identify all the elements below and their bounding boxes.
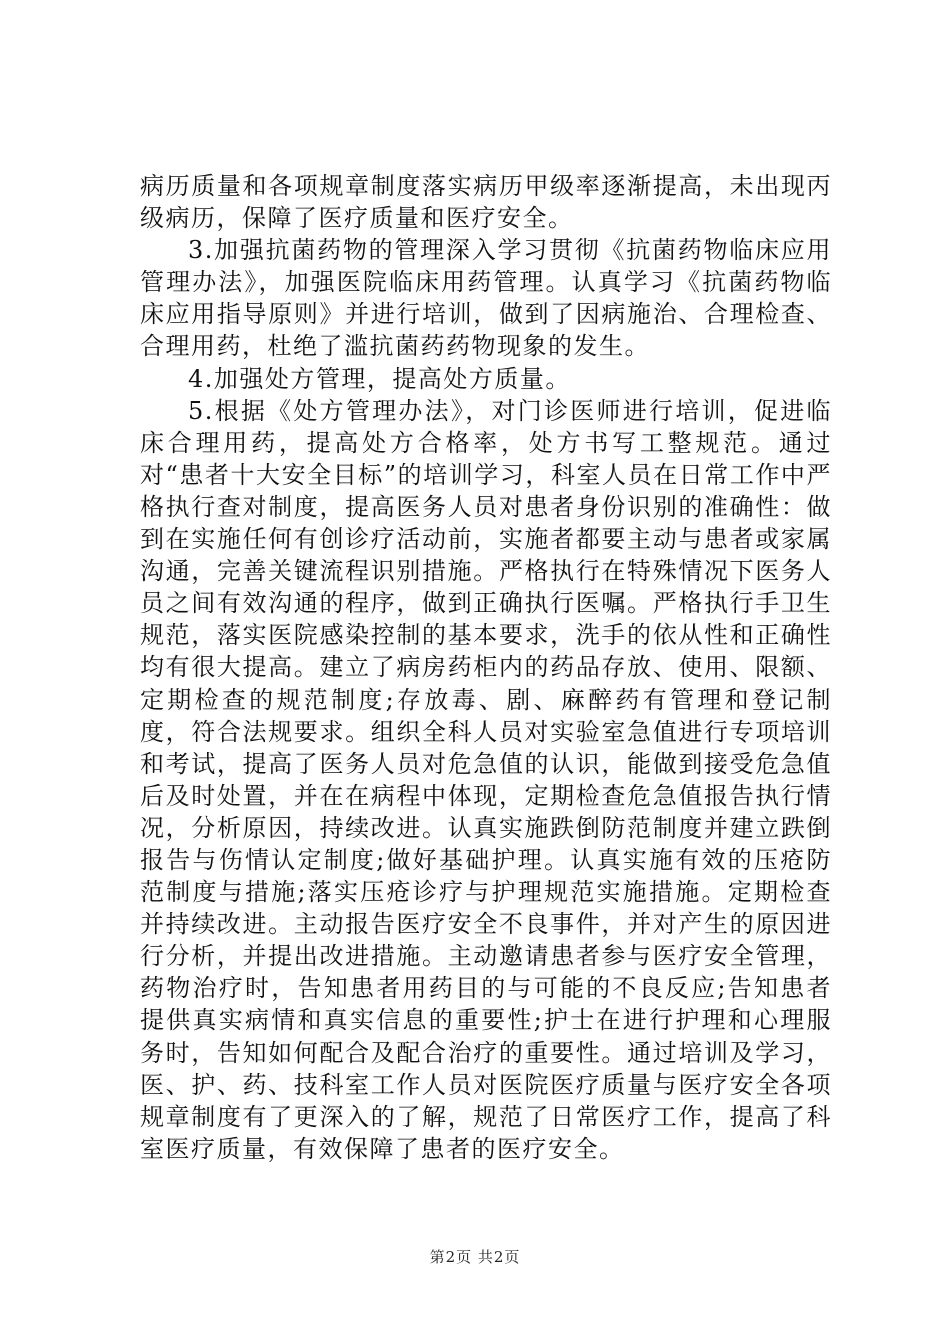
paragraph-item-4: 4.加强处方管理，提高处方质量。 xyxy=(188,364,571,393)
paragraph-item-5: 5.根据《处方管理办法》，对门诊医师进行培训，促进临床合理用药，提高处方合格率，处方书写工整规范。通过对“患者十大安全目标”的培训学习，科室人员在日常工作中严格执行查对制度，提高医务人员对患者身份识别的准确性：做到在实施任何有创诊疗活动前，实施者都要主动与患者或家属沟通，完善关键流程识别措施。严格执行在特殊情况下医务人员之间有效沟通的程序，做到正确执行医嘱。严格执行手卫生规范，落实医院感染控制的基本要求，洗手的依从性和正确性均有很大提高。建立了病房药柜内的药品存放、使用、限额、定期检查的规范制度;存放毒、剧、麻醉药有管理和登记制度，符合法规要求。组织全科人员对实验室急值进行专项培训和考试，提高了医务人员对危急值的认识，能做到接受危急值后及时处置，并在在病程中体现，定期检查危急值报告执行情况，分析原因，持续改进。认真实施跌倒防范制度并建立跌倒报告与伤情认定制度;做好基础护理。认真实施有效的压疮防范制度与措施;落实压疮诊疗与护理规范实施措施。定期检查并持续改进。主动报告医疗安全不良事件，并对产生的原因进行分析，并提出改进措施。主动邀请患者参与医疗安全管理，药物治疗时，告知患者用药目的与可能的不良反应;告知患者提供真实病情和真实信息的重要性;护士在进行护理和心理服务时，告知如何配合及配合治疗的重要性。通过培训及学习，医、护、药、技科室工作人员对医院医疗质量与医疗安全各项规章制度有了更深入的了解，规范了日常医疗工作，提高了科室医疗质量，有效保障了患者的医疗安全。 xyxy=(140,396,832,1163)
paragraph-item-3: 3.加强抗菌药物的管理深入学习贯彻《抗菌药物临床应用管理办法》，加强医院临床用药管理。认真学习《抗菌药物临床应用指导原则》并进行培训，做到了因病施治、合理检查、合理用药，杜绝了滥抗菌药药物现象的发生。 xyxy=(140,236,832,361)
paragraph-continuation: 病历质量和各项规章制度落实病历甲级率逐渐提高，未出现丙级病历，保障了医疗质量和医疗安全。 xyxy=(140,172,832,233)
page-number-footer: 第2页 共2页 xyxy=(429,1248,521,1266)
document-body xyxy=(140,170,832,1165)
